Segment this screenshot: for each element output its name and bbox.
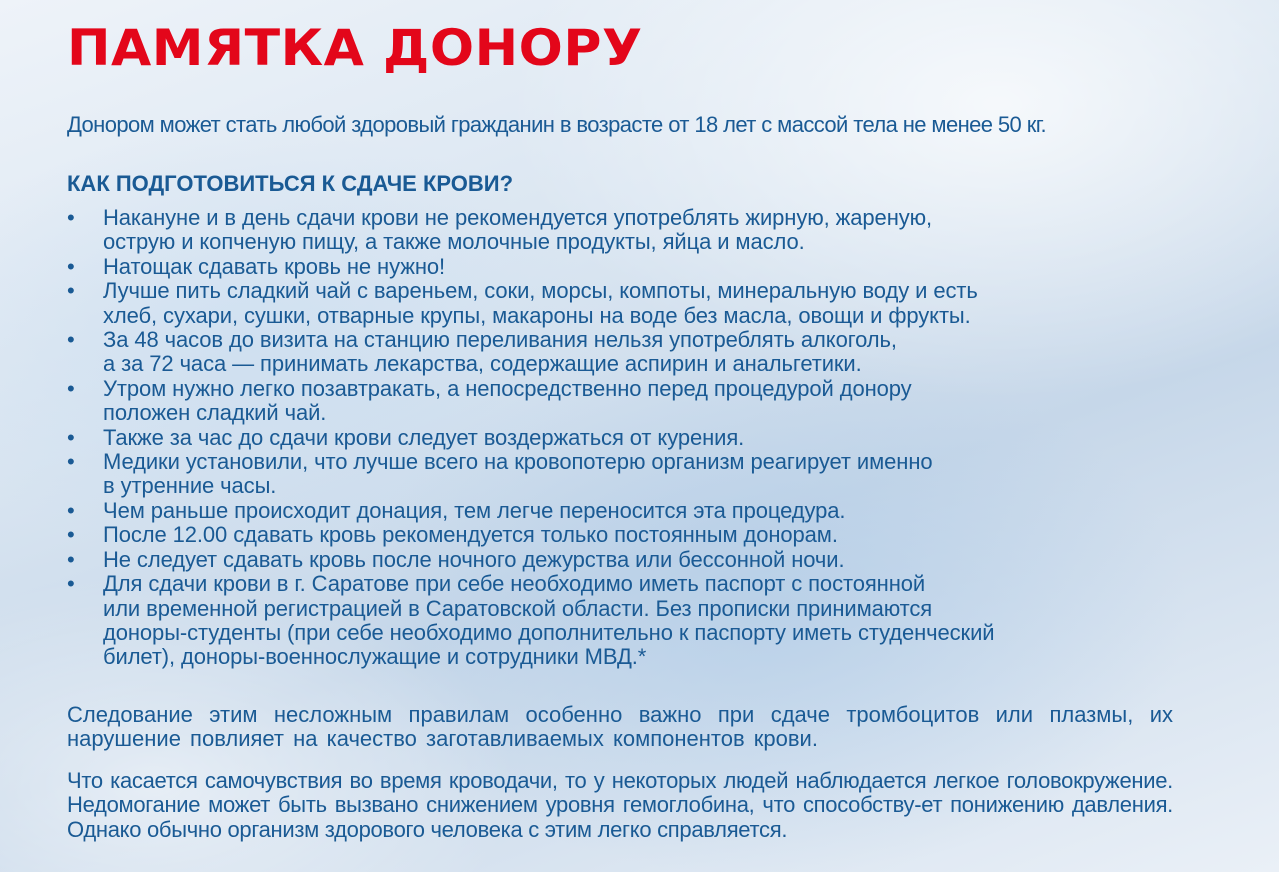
intro-text: Донором может стать любой здоровый гражданин в возрасте от 18 лет с массой тела не менее 50 кг. bbox=[67, 112, 1046, 137]
bullet-icon: • bbox=[67, 327, 75, 353]
wellbeing-paragraph: Что касается самочувствия во время кроводачи, то у некоторых людей наблюдается легкое головокружение. Недомогание может быть вызвано снижением уровня гемоглобина, что способству-ет понижению давления. Однако обычно организм здорового человека с этим легко справляется. bbox=[67, 767, 1173, 842]
memo-page bbox=[67, 18, 1173, 842]
list-item-text: Также за час до сдачи крови следует воздержаться от курения. bbox=[103, 424, 745, 450]
list-item bbox=[67, 328, 1173, 377]
list-item-text: Натощак сдавать кровь не нужно! bbox=[103, 253, 446, 279]
tips-list bbox=[67, 206, 1173, 670]
list-item-text: Для сдачи крови в г. Саратове при себе необходимо иметь паспорт с постоянной или временной регистрацией в Саратовской области. Без прописки принимаются доноры-студенты (при себе необходимо дополнительно к паспорту иметь студенческий билет), доноры-военнослужащие и сотрудники МВД.* bbox=[103, 571, 995, 670]
bullet-icon: • bbox=[67, 424, 75, 450]
section-heading: КАК ПОДГОТОВИТЬСЯ К СДАЧЕ КРОВИ? bbox=[67, 171, 514, 196]
bullet-icon: • bbox=[67, 278, 75, 304]
list-item bbox=[67, 377, 1173, 426]
bullet-icon: • bbox=[67, 571, 75, 597]
list-item-text: Накануне и в день сдачи крови не рекомендуется употреблять жирную, жареную, острую и копченую пищу, а также молочные продукты, яйца и масло. bbox=[103, 205, 933, 255]
bullet-icon: • bbox=[67, 546, 75, 572]
list-item-text: Лучше пить сладкий чай с вареньем, соки, морсы, компоты, минеральную воду и есть хлеб, сухари, сушки, отварные крупы, макароны на воде без масла, овощи и фрукты. bbox=[103, 278, 978, 328]
list-item bbox=[67, 450, 1173, 499]
list-item bbox=[67, 426, 1173, 450]
list-item-text: Медики установили, что лучше всего на кровопотерю организм реагирует именно в утренние часы. bbox=[103, 449, 933, 499]
closing-paragraph: Следование этим несложным правилам особенно важно при сдаче тромбоцитов или плазмы, их нарушение повлияет на качество заготавливаемых компонентов крови. bbox=[67, 701, 1173, 752]
list-item-text: После 12.00 сдавать кровь рекомендуется только постоянным донорам. bbox=[103, 522, 838, 548]
list-item bbox=[67, 523, 1173, 547]
bullet-icon: • bbox=[67, 497, 75, 523]
list-item bbox=[67, 499, 1173, 523]
list-item bbox=[67, 206, 1173, 255]
bullet-icon: • bbox=[67, 375, 75, 401]
bullet-icon: • bbox=[67, 253, 75, 279]
list-item-text: Утром нужно легко позавтракать, а непосредственно перед процедурой донору положен сладкий чай. bbox=[103, 375, 912, 426]
list-item bbox=[67, 572, 1173, 670]
bullet-icon: • bbox=[67, 522, 75, 548]
list-item bbox=[67, 255, 1173, 279]
list-item-text: Не следует сдавать кровь после ночного дежурства или бессонной ночи. bbox=[103, 546, 845, 572]
bullet-icon: • bbox=[67, 205, 75, 230]
bullet-icon: • bbox=[67, 449, 75, 475]
list-item-text: За 48 часов до визита на станцию переливания нельзя употреблять алкоголь, а за 72 часа — принимать лекарства, содержащие аспирин и анальгетики. bbox=[103, 327, 897, 377]
list-item-text: Чем раньше происходит донация, тем легче переносится эта процедура. bbox=[103, 497, 846, 523]
page-title: ПАМЯТКА ДОНОРУ bbox=[67, 19, 643, 77]
list-item bbox=[67, 548, 1173, 572]
list-item bbox=[67, 279, 1173, 328]
